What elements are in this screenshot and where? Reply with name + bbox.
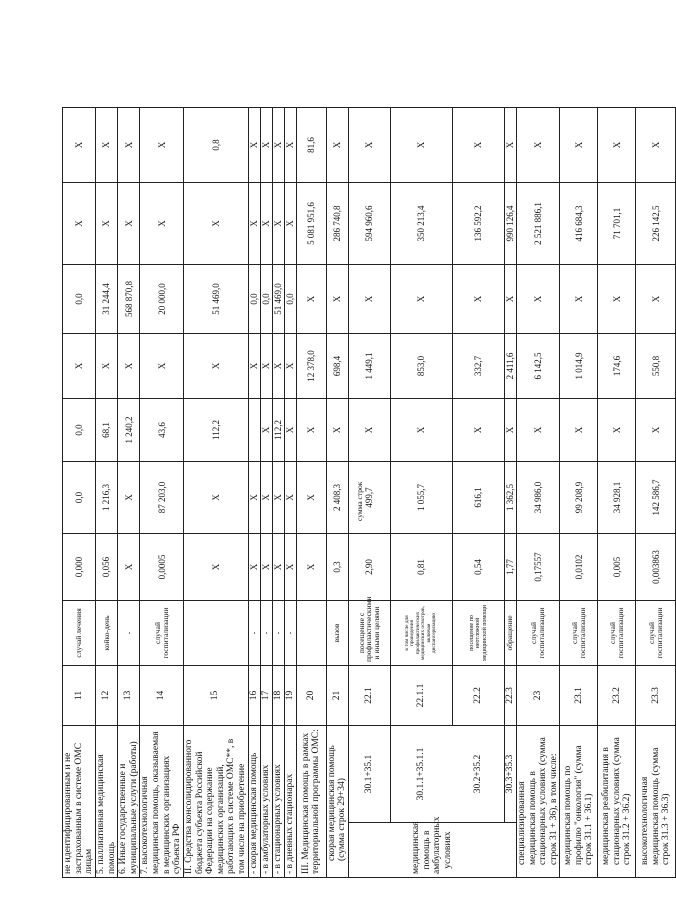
cell-value: X: [248, 333, 260, 398]
cell-value: 0,0005: [140, 533, 184, 600]
cell-value: 990 126,4: [504, 182, 516, 264]
unit-of-measure: случай госпитализации: [516, 600, 560, 665]
line-number: 14: [140, 665, 184, 725]
cell-value: X: [140, 107, 184, 182]
cell-value: 81,6: [296, 107, 326, 182]
line-number: 23.1: [560, 665, 598, 725]
cell-value: X: [560, 398, 598, 461]
unit-of-measure: -: [272, 600, 284, 665]
cell-value: X: [504, 264, 516, 333]
cell-value: 51 469,0: [272, 264, 284, 333]
line-number: 23: [516, 665, 560, 725]
cell-value: X: [95, 107, 117, 182]
line-number: 11: [63, 665, 96, 725]
cell-value: 1 216,3: [95, 461, 117, 533]
cell-value: 0,0: [248, 264, 260, 333]
cell-value: 0,003863: [636, 533, 676, 600]
cell-value: 0,0: [63, 461, 96, 533]
cell-value: 226 142,5: [636, 182, 676, 264]
cell-value: X: [63, 182, 96, 264]
sum-codes: [390, 725, 452, 822]
cell-value: X: [260, 107, 272, 182]
line-number: 22.2: [452, 665, 504, 725]
unit-of-measure: случай госпитализации: [560, 600, 598, 665]
table-row: [348, 7, 390, 877]
cell-value: 286 740,8: [326, 182, 348, 264]
table-row: [95, 7, 117, 877]
cell-value: 136 592,2: [452, 182, 504, 264]
cell-value: 99 208,9: [560, 461, 598, 533]
cell-value: X: [390, 264, 452, 333]
line-number: 12: [95, 665, 117, 725]
unit-of-measure: случай госпитализации: [598, 600, 636, 665]
cell-value: X: [296, 461, 326, 533]
cell-value: X: [183, 182, 248, 264]
line-number: 22.3: [504, 665, 516, 725]
unit-of-measure: -: [118, 600, 140, 665]
cell-value: 1 240,2: [118, 398, 140, 461]
row-name: 6. Иные государственные и муниципальные услуги (работы): [118, 725, 140, 877]
cell-value: X: [260, 533, 272, 600]
cell-value: X: [183, 333, 248, 398]
cell-value: 0,0: [260, 264, 272, 333]
line-number: 17: [260, 665, 272, 725]
cell-value: 594 960,6: [348, 182, 390, 264]
cell-value: X: [326, 398, 348, 461]
cell-value: 6 142,5: [516, 333, 560, 398]
cell-value: X: [260, 333, 272, 398]
cell-value: X: [118, 461, 140, 533]
line-number: 20: [296, 665, 326, 725]
cell-value: 0,8: [183, 107, 248, 182]
cell-value: 0,005: [598, 533, 636, 600]
rotated-table-page: [62, 8, 672, 878]
sum-codes: [348, 725, 390, 822]
cell-value: 2,90: [348, 533, 390, 600]
cell-value: 0,056: [95, 533, 117, 600]
row-name: медицинская реабилитация в стационарных условиях (сумма строк 31.2 + 36.2): [598, 725, 636, 877]
cell-value: 1,77: [504, 533, 516, 600]
row-name: 5. паллиативная медицинская помощь: [95, 725, 117, 877]
sum-codes: [452, 725, 504, 822]
cell-value: 550,8: [636, 333, 676, 398]
cell-value: 2 411,6: [504, 333, 516, 398]
cell-value: X: [260, 182, 272, 264]
cell-value: X: [348, 398, 390, 461]
cell-value: 43,6: [140, 398, 184, 461]
cell-value: X: [284, 107, 296, 182]
table-row: [118, 7, 140, 877]
unit-of-measure: -: [260, 600, 272, 665]
table-row: [140, 7, 184, 877]
unit-of-measure: посещение с профилактическими и иными целями: [348, 600, 390, 665]
row-name: 7. высокотехнологичная медицинская помощь, оказываемая в медицинских организациях субъекта РФ: [140, 725, 184, 877]
cell-value: X: [183, 533, 248, 600]
sum-rows-label: сумма строк: [355, 481, 364, 521]
sum-code: 30.2+35.2: [472, 754, 483, 794]
cell-value: X: [348, 107, 390, 182]
line-number: 19: [284, 665, 296, 725]
table-row: [504, 7, 516, 877]
cell-value: 1 362,5: [504, 461, 516, 533]
unit-of-measure: случай лечения: [63, 600, 96, 665]
row-name: III. Медицинская помощь в рамках территориальной программы ОМС:: [296, 725, 326, 877]
cell-value: X: [326, 264, 348, 333]
financing-table: [62, 7, 676, 878]
cell-value: 0,0: [63, 264, 96, 333]
cell-value: X: [636, 398, 676, 461]
cell-value: X: [248, 182, 260, 264]
row-name: высокотехнологичная медицинская помощь (сумма строк 31.3 + 36.3): [636, 725, 676, 877]
cell-value: X: [636, 107, 676, 182]
cell-value: 0,17557: [516, 533, 560, 600]
cell-value: X: [272, 333, 284, 398]
table-row: [636, 7, 676, 877]
cell-value: 5 081 951,6: [296, 182, 326, 264]
cell-value: X: [598, 107, 636, 182]
cell-value: 332,7: [452, 333, 504, 398]
cell-value: X: [390, 398, 452, 461]
line-number: 23.2: [598, 665, 636, 725]
unit-of-measure: вызов: [326, 600, 348, 665]
cell-value: 2 408,3: [326, 461, 348, 533]
cell-value: X: [326, 107, 348, 182]
sum-codes: [504, 725, 516, 822]
cell-value: 1 014,9: [560, 333, 598, 398]
cell-value: X: [296, 533, 326, 600]
line-number: 13: [118, 665, 140, 725]
cell-value: X: [183, 461, 248, 533]
sum-code: 30.3+35.3: [505, 754, 516, 794]
line-number: 16: [248, 665, 260, 725]
cell-value: X: [504, 107, 516, 182]
cell-value: X: [248, 533, 260, 600]
row-name: - в амбулаторных условиях: [260, 725, 272, 877]
cell-value: 20 000,0: [140, 264, 184, 333]
table-row: [248, 7, 260, 877]
cell-value: X: [284, 182, 296, 264]
cell-value: 0,0: [284, 264, 296, 333]
line-number: 23.3: [636, 665, 676, 725]
cell-value: 698,4: [326, 333, 348, 398]
cell-value: 0,81: [390, 533, 452, 600]
cell-value: 0,000: [63, 533, 96, 600]
unit-of-measure: койко-день: [95, 600, 117, 665]
table-row: [63, 7, 96, 877]
cell-value: X: [272, 533, 284, 600]
cell-value: X: [95, 333, 117, 398]
cell-value: X: [284, 333, 296, 398]
cell-value: 112,2: [272, 398, 284, 461]
cell-value: 0,0: [63, 398, 96, 461]
cell-value: X: [598, 398, 636, 461]
cell-value: X: [296, 398, 326, 461]
table-row: [272, 7, 284, 877]
cell-value: X: [636, 264, 676, 333]
table-row: [296, 7, 326, 877]
cell-value: 853,0: [390, 333, 452, 398]
row-name: II. Средства консолидированного бюджета субъекта Российской Федерации на содержание медицинских организаций, работающих в системе ОМС**, в том числе на приобретение: [183, 725, 248, 877]
cell-value: X: [272, 182, 284, 264]
cell-value: X: [118, 533, 140, 600]
cell-value: X: [348, 264, 390, 333]
line-number: 22.1.1: [390, 665, 452, 725]
cell-value: 0,0102: [560, 533, 598, 600]
unit-of-measure: [296, 600, 326, 665]
cell-value: 68,1: [95, 398, 117, 461]
cell-value: X: [260, 398, 272, 461]
cell-value: X: [452, 398, 504, 461]
cell-value: X: [63, 333, 96, 398]
cell-value: X: [95, 182, 117, 264]
cell-value: X: [560, 264, 598, 333]
unit-of-measure: [183, 600, 248, 665]
unit-of-measure: -: [284, 600, 296, 665]
cell-value: 12 378,0: [296, 333, 326, 398]
cell-value: 112,2: [183, 398, 248, 461]
cell-value: X: [118, 182, 140, 264]
row-name: - в стационарных условиях: [272, 725, 284, 877]
cell-value: 34 928,1: [598, 461, 636, 533]
row-name: не идентифицированным и не застрахованным в системе ОМС лицам: [63, 725, 96, 877]
cell-value: 142 586,7: [636, 461, 676, 533]
cell-value: 31 244,4: [95, 264, 117, 333]
cell-value: 0,3: [326, 533, 348, 600]
cell-value: X: [248, 107, 260, 182]
table-row: [183, 7, 248, 877]
cell-value: 87 203,0: [140, 461, 184, 533]
table-row: [284, 7, 296, 877]
unit-of-measure: случай госпитализации: [140, 600, 184, 665]
cell-value: 616,1: [452, 461, 504, 533]
cell-value: 174,6: [598, 333, 636, 398]
cell-value: X: [284, 461, 296, 533]
cell-value: X: [598, 264, 636, 333]
cell-value: X: [272, 461, 284, 533]
unit-of-measure: случай госпитализации: [636, 600, 676, 665]
cell-value: 350 213,4: [390, 182, 452, 264]
cell-value: X: [390, 107, 452, 182]
row-name: - в дневных стационарах: [284, 725, 296, 877]
line-number: 15: [183, 665, 248, 725]
line-number: 21: [326, 665, 348, 725]
cell-value: 416 684,3: [560, 182, 598, 264]
cell-value: 2 521 886,1: [516, 182, 560, 264]
cell-value: X: [284, 533, 296, 600]
sum-code: 30.1+35.1: [364, 754, 375, 794]
cell-value: X: [452, 107, 504, 182]
unit-of-measure: в том числе для проведения профилактических медицинских осмотров, включая диспансеризацию: [390, 600, 452, 665]
cell-value: 1 449,1: [348, 333, 390, 398]
cell-value: 34 986,0: [516, 461, 560, 533]
ambulatory-group-label: медицинская помощь в амбулаторных условиях: [348, 823, 516, 878]
table-row: [560, 7, 598, 877]
cell-value: X: [260, 461, 272, 533]
cell-value: X: [284, 398, 296, 461]
table-row: [598, 7, 636, 877]
cell-value: X: [452, 264, 504, 333]
cell-value: 71 701,1: [598, 182, 636, 264]
row-name: скорая медицинская помощь (сумма строк 29+34): [326, 725, 348, 877]
sum-code: 30.1.1+35.1.1: [416, 747, 427, 801]
row-name: - скорая медицинская помощь: [248, 725, 260, 877]
cell-value: 0,54: [452, 533, 504, 600]
cell-value: X: [516, 107, 560, 182]
table-row: [326, 7, 348, 877]
table-row: [390, 7, 452, 877]
row-name: специализированная медицинская помощь в стационарных условиях (сумма строк 31 + 36), в том числе:: [516, 725, 560, 877]
unit-of-measure: -: [248, 600, 260, 665]
table-row: [260, 7, 272, 877]
cell-value: X: [248, 461, 260, 533]
cell-value: X: [272, 107, 284, 182]
cell-value: X: [140, 182, 184, 264]
unit-of-measure: обращение: [504, 600, 516, 665]
cell-value: X: [63, 107, 96, 182]
cell-value: X: [516, 398, 560, 461]
line-number: 18: [272, 665, 284, 725]
cell-value: X: [560, 107, 598, 182]
line-number: 22.1: [348, 665, 390, 725]
cell-value: X: [140, 333, 184, 398]
cell-value: [248, 398, 260, 461]
cell-value: X: [118, 333, 140, 398]
cell-value: 568 870,8: [118, 264, 140, 333]
cell-value: 1 055,7: [390, 461, 452, 533]
cell-value: X: [504, 398, 516, 461]
cell-value: 51 469,0: [183, 264, 248, 333]
table-row: [516, 7, 560, 877]
row-name: медицинская помощь по профилю "онкология" (сумма строк 31.1 + 36.1): [560, 725, 598, 877]
cell-value: X: [296, 264, 326, 333]
unit-of-measure: посещение по неотложной медицинской помощи: [452, 600, 504, 665]
table-row: [452, 7, 504, 877]
cell-value: 499,7: [348, 461, 390, 533]
cell-value: X: [516, 264, 560, 333]
cell-value: X: [118, 107, 140, 182]
